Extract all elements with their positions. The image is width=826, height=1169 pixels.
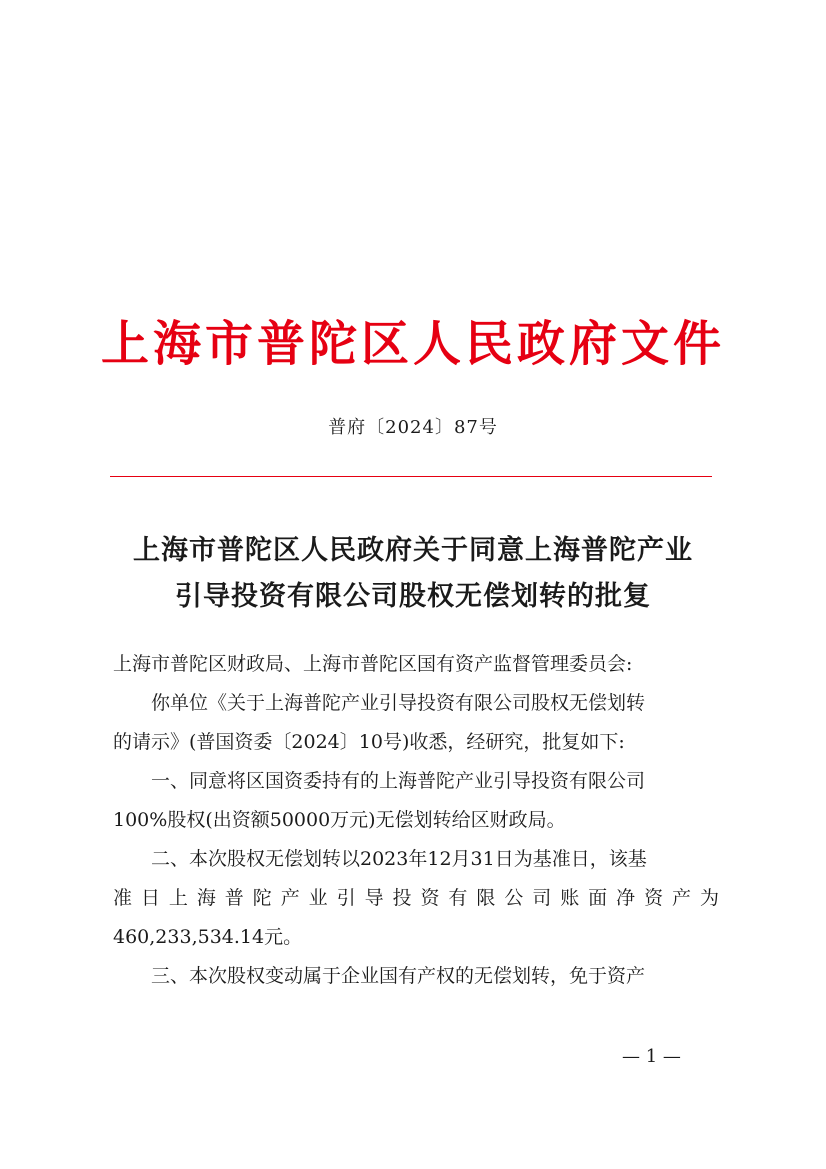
document-title: [0, 528, 826, 620]
item-1-line-2: 100%股权(出资额50000万元)无偿划转给区财政局。: [113, 809, 566, 831]
paragraph-1-line-2: 的请示》(普国资委〔2024〕10号)收悉，经研究，批复如下:: [113, 731, 625, 753]
item-3-line-1: 三、本次股权变动属于企业国有产权的无偿划转，免于资产: [151, 965, 646, 987]
red-separator-line: [110, 476, 712, 477]
item-2-line-3: 460,233,534.14元。: [113, 926, 303, 948]
title-line-1: 上海市普陀区人民政府关于同意上海普陀产业: [133, 535, 693, 566]
addressee: 上海市普陀区财政局、上海市普陀区国有资产监督管理委员会:: [113, 653, 633, 675]
document-body: [113, 645, 719, 996]
item-2-line-2: 准日上海普陀产业引导投资有限公司账面净资产为: [113, 887, 719, 909]
paragraph-1-line-1: 你单位《关于上海普陀产业引导投资有限公司股权无偿划转: [151, 692, 646, 714]
document-number: 普府〔2024〕87号: [328, 417, 498, 438]
document-masthead: 上海市普陀区人民政府文件: [100, 316, 725, 372]
item-2-line-1: 二、本次股权无偿划转以2023年12月31日为基准日，该基: [151, 848, 647, 870]
item-1-line-1: 一、同意将区国资委持有的上海普陀产业引导投资有限公司: [151, 770, 646, 792]
page-number: — 1 —: [622, 1046, 681, 1067]
title-line-2: 引导投资有限公司股权无偿划转的批复: [175, 581, 651, 612]
